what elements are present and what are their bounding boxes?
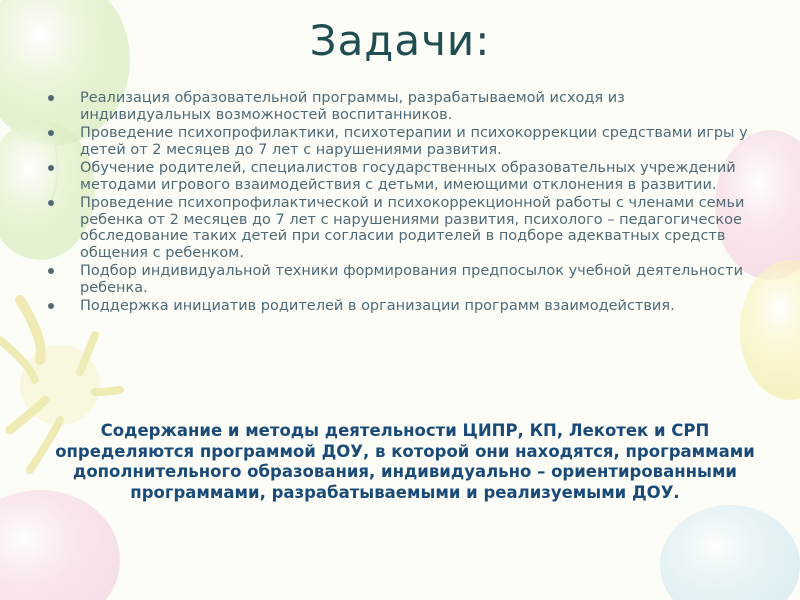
bullet-icon [48,130,54,136]
bullet-icon [48,268,54,274]
list-item [62,195,752,261]
list-item-text: Проведение психопрофилактики, психотерапии и психокоррекции средствами игры у детей от 2 месяцев до 7 лет с нарушениями развития. [80,125,748,158]
task-list [62,90,752,317]
bullet-icon [48,95,54,101]
bullet-icon [48,303,54,309]
list-item [62,263,752,296]
bullet-icon [48,200,54,206]
list-item-text: Обучение родителей, специалистов государственных образовательных учреждений методами игрового взаимодействия с детьми, имеющими отклонения в развитии. [80,160,736,193]
list-item-text: Проведение психопрофилактической и психокоррекционной работы с членами семьи ребенка от 2 месяцев до 7 лет с нарушениями развития, психолого – педагогическое обследование таких детей при согласии родителей в подборе адекватных средств общения с ребенком. [80,195,745,261]
list-item [62,90,752,123]
slide-title: Задачи: [309,16,491,65]
list-item-text: Реализация образовательной программы, разрабатываемой исходя из индивидуальных возможностей воспитанников. [80,90,625,123]
list-item [62,125,752,158]
list-item-text: Подбор индивидуальной техники формирования предпосылок учебной деятельности ребенка. [80,263,744,296]
list-item-text: Поддержка инициатив родителей в организации программ взаимодействия. [80,298,675,314]
bullet-icon [48,165,54,171]
summary-paragraph: Содержание и методы деятельности ЦИПР, КП, Лекотек и СРП определяются программой ДОУ, в которой они находятся, программами дополнительного образования, индивидуально – ориентированными программами, разрабатываемыми и реализуемыми ДОУ. [55,421,755,502]
list-item [62,298,752,315]
list-item [62,160,752,193]
